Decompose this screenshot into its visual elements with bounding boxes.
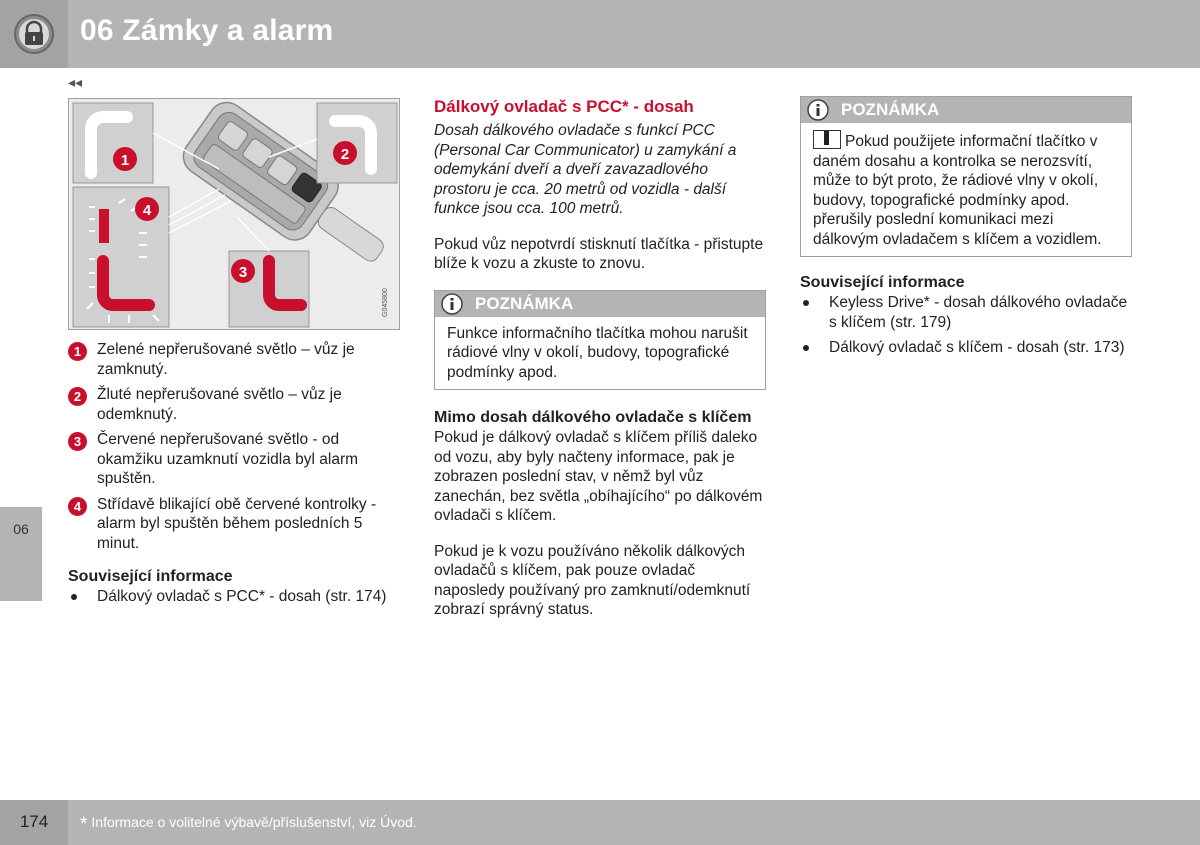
header-icon-box xyxy=(0,0,68,68)
number-badge: 3 xyxy=(68,432,87,451)
legend-item xyxy=(68,385,400,424)
intro-paragraph: Dosah dálkového ovladače s funkcí PCC (Personal Car Communicator) u zamykání a odemykání dveří a dveří zavazadlového prostoru je cca. 20 metrů od vozidla - další funkce jsou cca. 100 metrů. xyxy=(434,122,737,217)
related-link[interactable]: Dálkový ovladač s PCC* - dosah (str. 174) xyxy=(68,587,400,607)
column-left xyxy=(68,98,400,613)
callout-4-label: 4 xyxy=(142,202,152,219)
note-box xyxy=(800,96,1132,257)
note-box xyxy=(434,290,766,391)
legend-text: Červené nepřerušované světlo - od okamžiku uzamknutí vozidla byl alarm spuštěn. xyxy=(97,431,359,487)
note-text: Funkce informačního tlačítka mohou narušit rádiové vlny v okolí, budovy, topografické podmínky apod. xyxy=(447,324,748,381)
page-title: 06 Zámky a alarm xyxy=(80,14,334,47)
page-header xyxy=(0,0,1200,68)
legend-text: Zelené nepřerušované světlo – vůz je zamknutý. xyxy=(97,341,355,378)
column-right xyxy=(800,96,1132,364)
legend-item xyxy=(68,495,400,554)
page-number-box xyxy=(0,800,68,845)
related-link[interactable]: Dálkový ovladač s klíčem - dosah (str. 173) xyxy=(800,338,1132,358)
info-button-icon xyxy=(813,130,841,149)
related-info-heading: Související informace xyxy=(68,568,233,585)
section-title: Dálkový ovladač s PCC* - dosah xyxy=(434,97,694,116)
callout-3-label: 3 xyxy=(238,264,248,281)
remote-key-drawing xyxy=(69,99,400,330)
chapter-tab-label: 06 xyxy=(13,521,29,537)
number-badge: 2 xyxy=(68,387,87,406)
info-icon xyxy=(807,99,829,121)
related-info-list xyxy=(68,587,400,607)
legend-text: Střídavě blikající obě červené kontrolky - alarm byl spuštěn během posledních 5 minut. xyxy=(97,495,377,552)
page-footer xyxy=(0,800,1200,845)
note-header xyxy=(435,291,765,317)
figure-code: G045800 xyxy=(382,288,389,317)
lock-icon xyxy=(12,12,56,56)
column-middle xyxy=(434,96,766,620)
paragraph: Pokud vůz nepotvrdí stisknutí tlačítka - přistupte blíže k vozu a zkuste to znovu. xyxy=(434,235,764,272)
subsection-heading: Mimo dosah dálkového ovladače s klíčem xyxy=(434,409,752,426)
legend-list xyxy=(68,340,400,553)
note-body xyxy=(801,123,1131,256)
callout-1-label: 1 xyxy=(120,152,130,169)
related-info-heading: Související informace xyxy=(800,274,965,291)
callout-2-label: 2 xyxy=(340,146,350,163)
note-title: POZNÁMKA xyxy=(475,293,574,313)
note-header xyxy=(801,97,1131,123)
footnote-star: * xyxy=(80,814,88,835)
footnote-text: Informace o volitelné výbavě/příslušenství, viz Úvod. xyxy=(91,814,417,830)
related-link[interactable]: Keyless Drive* - dosah dálkového ovladače s klíčem (str. 179) xyxy=(800,293,1132,332)
remote-key-illustration xyxy=(68,98,400,330)
note-text: Pokud použijete informační tlačítko v daném dosahu a kontrolka se nerozsvítí, může to být proto, že rádiové vlny v okolí, budovy, topografické podmínky apod. přerušily poslední komunikaci mezi dálkovým ovladačem s klíčem a vozidlem. xyxy=(813,133,1102,248)
legend-item xyxy=(68,430,400,489)
legend-text: Žluté nepřerušované světlo – vůz je odemknutý. xyxy=(97,386,342,423)
number-badge: 1 xyxy=(68,342,87,361)
note-title: POZNÁMKA xyxy=(841,100,940,119)
chapter-tab[interactable] xyxy=(0,507,42,601)
paragraph: Pokud je k vozu používáno několik dálkových ovladačů s klíčem, pak pouze ovladač naposledy používaný pro zamknutí/odemknutí zobrazí správný status. xyxy=(434,542,751,618)
info-icon xyxy=(441,293,463,315)
back-navigation-icon[interactable]: ◂◂ xyxy=(68,74,83,90)
page-number: 174 xyxy=(19,812,49,831)
footer-note xyxy=(80,814,417,836)
number-badge: 4 xyxy=(68,497,87,516)
related-info-list xyxy=(800,293,1132,358)
legend-item xyxy=(68,340,400,379)
paragraph: Pokud je dálkový ovladač s klíčem příliš daleko od vozu, aby byly načteny informace, pak je zobrazen poslední stav, v němž byl vůz zanechán, bez světla „obíhajícího“ po dálkovém ovladači s klíčem. xyxy=(434,429,763,524)
